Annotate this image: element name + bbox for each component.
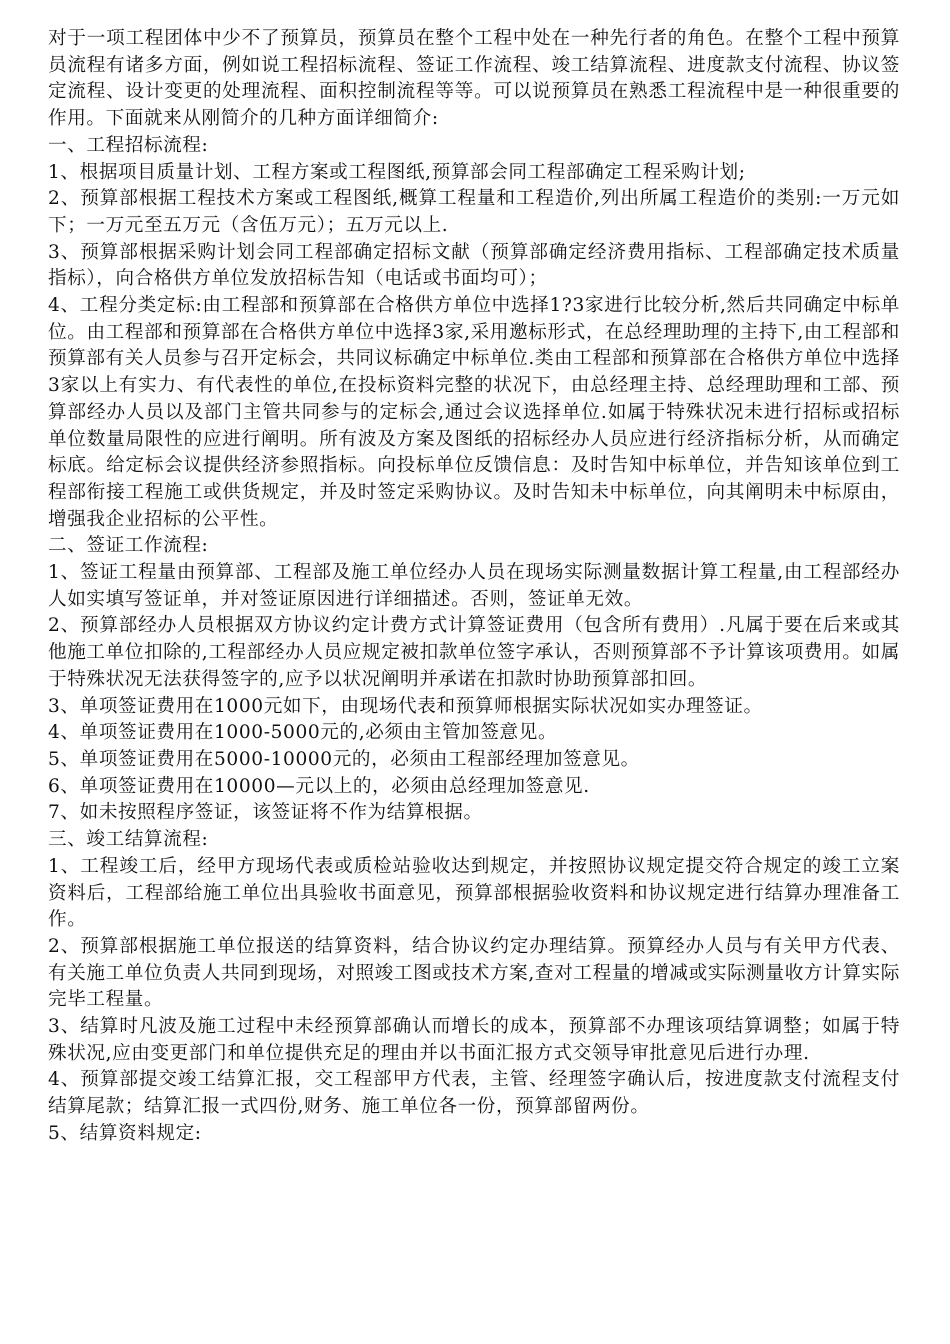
- section-heading-bidding: 一、工程招标流程:: [48, 134, 209, 156]
- list-item: 2、预算部经办人员根据双方协议约定计费方式计算签证费用（包含所有费用）.凡属于要在后来或其他施工单位扣除的,工程部经办人员应规定被扣款单位签字承认，否则预算部不予计算该项费用。如属于特殊状况无法获得签字的,应予以状况阐明并承诺在扣款时协助预算部扣回。: [48, 615, 900, 690]
- list-item: 2、预算部根据工程技术方案或工程图纸,概算工程量和工程造价,列出所属工程造价的类别:一万元如下；一万元至五万元（含伍万元）；五万元以上.: [48, 188, 900, 236]
- list-item: 7、如未按照程序签证，该签证将不作为结算根据。: [48, 802, 483, 824]
- list-item: 5、结算资料规定:: [48, 1122, 202, 1144]
- list-item: 4、单项签证费用在1000-5000元的,必须由主管加签意见。: [48, 722, 558, 744]
- list-item: 4、预算部提交竣工结算汇报，交工程部甲方代表，主管、经理签字确认后，按进度款支付流程支付结算尾款；结算汇报一式四份,财务、施工单位各一份，预算部留两份。: [48, 1069, 900, 1118]
- list-item: 1、签证工程量由预算部、工程部及施工单位经办人员在现场实际测量数据计算工程量,由工程部经办人如实填写签证单，并对签证原因进行详细描述。否则，签证单无效。: [48, 562, 900, 610]
- list-item: 5、单项签证费用在5000-10000元的，必须由工程部经理加签意见。: [48, 748, 640, 770]
- document-page: [48, 26, 900, 1148]
- list-item: 2、预算部根据施工单位报送的结算资料，结合协议约定办理结算。预算经办人员与有关甲方代表、有关施工单位负责人共同到现场，对照竣工图或技术方案,查对工程量的增减或实际测量收方计算实际完毕工程量。: [48, 935, 900, 1011]
- list-item: 3、预算部根据采购计划会同工程部确定招标文献（预算部确定经济费用指标、工程部确定技术质量指标），向合格供方单位发放招标告知（电话或书面均可）；: [48, 241, 900, 290]
- list-item: 1、工程竣工后，经甲方现场代表或质检站验收达到规定，并按照协议规定提交符合规定的竣工立案资料后，工程部给施工单位出具验收书面意见，预算部根据验收资料和协议规定进行结算办理准备工作。: [48, 855, 900, 931]
- section-heading-visa: 二、签证工作流程:: [48, 535, 209, 557]
- list-item: 3、结算时凡波及施工过程中未经预算部确认而增长的成本，预算部不办理该项结算调整；如属于特殊状况,应由变更部门和单位提供充足的理由并以书面汇报方式交领导审批意见后进行办理.: [48, 1016, 900, 1064]
- list-item: 4、工程分类定标:由工程部和预算部在合格供方单位中选择1?3家进行比较分析,然后共同确定中标单位。由工程部和预算部在合格供方单位中选择3家,采用邀标形式，在总经理助理的主持下,由工程部和预算部有关人员参与召开定标会，共同议标确定中标单位.类由工程部和预算部在合格供方单位中选择3家以上有实力、有代表性的单位,在投标资料完整的状况下，由总经理主持、总经理助理和工部、预算部经办人员以及部门主管共同参与的定标会,通过会议选择单位.如属于特殊状况未进行招标或招标单位数量局限性的应进行阐明。所有波及方案及图纸的招标经办人员应进行经济指标分析，从而确定标底。给定标会议提供经济参照指标。向投标单位反馈信息：及时告知中标单位，并告知该单位到工程部衔接工程施工或供货规定，并及时签定采购协议。及时告知未中标单位，向其阐明未中标原由，增强我企业招标的公平性。: [48, 295, 900, 530]
- list-item: 6、单项签证费用在10000—元以上的，必须由总经理加签意见.: [48, 775, 590, 797]
- list-item: 1、根据项目质量计划、工程方案或工程图纸,预算部会同工程部确定工程采购计划;: [48, 161, 746, 183]
- section-heading-settlement: 三、竣工结算流程:: [48, 829, 209, 851]
- intro-paragraph: 对于一项工程团体中少不了预算员，预算员在整个工程中处在一种先行者的角色。在整个工程中预算员流程有诸多方面，例如说工程招标流程、签证工作流程、竣工结算流程、进度款支付流程、协议签定流程、设计变更的处理流程、面积控制流程等等。可以说预算员在熟悉工程流程中是一种很重要的作用。下面就来从刚简介的几种方面详细简介:: [48, 28, 900, 130]
- list-item: 3、单项签证费用在1000元如下，由现场代表和预算师根据实际状况如实办理签证。: [48, 695, 763, 717]
